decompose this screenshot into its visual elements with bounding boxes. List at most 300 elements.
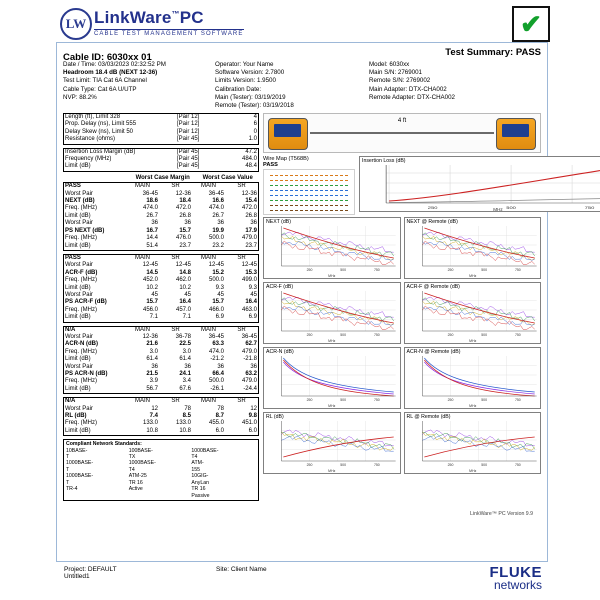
row-value: 18.4	[179, 198, 191, 205]
basic-measurements-table	[63, 113, 259, 145]
standard-item: 1000BASE-T	[66, 473, 94, 486]
chart-acr-f-remote	[404, 282, 542, 344]
svg-text:500: 500	[340, 397, 347, 403]
wiremap-title: Wire Map (T568B)	[263, 156, 309, 162]
row-value: 10.8	[179, 427, 191, 434]
svg-text:500: 500	[340, 332, 347, 338]
svg-text:750: 750	[373, 462, 380, 468]
row-label: Worst Pair	[65, 190, 93, 197]
svg-text:250: 250	[447, 397, 453, 403]
row-label: Limit (dB)	[65, 385, 91, 392]
table-row	[64, 163, 258, 170]
group-head-margin: Worst Case Margin	[135, 174, 190, 181]
insertion-loss-margin-table	[63, 148, 259, 172]
row-label: Prop. Delay (ns), Limit 555	[65, 121, 137, 128]
row-value: 12	[250, 405, 257, 412]
group-head-value: Worst Case Value	[202, 174, 253, 181]
networks-wordmark: networks	[493, 578, 542, 592]
row-value: 36	[184, 363, 191, 370]
meta-label: Main (Tester):	[215, 93, 253, 101]
table-row	[64, 356, 258, 363]
row-value: 8.5	[182, 413, 191, 420]
svg-text:MHz: MHz	[468, 403, 476, 408]
row-value: 36-45	[241, 333, 257, 340]
table-row	[64, 327, 258, 334]
table-row	[64, 228, 258, 235]
row-value: 456.0	[142, 306, 158, 313]
svg-text:750: 750	[514, 397, 521, 403]
row-value: 457.0	[175, 306, 191, 313]
meta-label: Date / Time:	[63, 61, 97, 68]
row-label: RL (dB)	[65, 413, 87, 420]
row-value: 15.2	[212, 269, 224, 276]
wiremap-and-insertion-loss	[263, 156, 595, 214]
brand-subtitle: CABLE TEST MANAGEMENT SOFTWARE	[94, 31, 244, 37]
row-value: 4	[253, 114, 257, 120]
row-value: 63.3	[212, 341, 224, 348]
row-value: 16.4	[245, 299, 257, 306]
svg-text:500: 500	[340, 462, 347, 468]
table-row	[64, 420, 258, 427]
standard-item: 1000BASE-T4	[191, 447, 219, 461]
fluke-logo	[490, 564, 543, 592]
svg-text:MHz: MHz	[328, 338, 336, 343]
standard-item: 1000BASE-T	[66, 460, 94, 473]
row-value: 7.4	[149, 413, 158, 420]
meta-label: Remote (Tester):	[215, 102, 262, 110]
meta-label: Operator:	[215, 61, 242, 68]
brand-main: LinkWare	[94, 8, 172, 27]
row-value: 48.4	[245, 163, 257, 170]
row-label: Freq. (MHz)	[65, 306, 97, 313]
row-value: 8.7	[215, 413, 224, 420]
col-head: SR	[237, 183, 246, 190]
row-value: 484.0	[241, 156, 257, 163]
row-value: 463.0	[241, 306, 257, 313]
report-header	[60, 6, 550, 42]
site-value: Client Name	[230, 566, 267, 573]
table-row	[64, 220, 258, 227]
row-value: -21.8	[243, 356, 257, 363]
main-tester-icon	[268, 118, 308, 150]
fluke-wordmark: FLUKE	[489, 564, 542, 581]
svg-text:MHz: MHz	[328, 468, 336, 473]
row-value: 472.0	[175, 205, 191, 212]
test-summary-value: PASS	[515, 47, 541, 58]
tester-diagram	[263, 113, 541, 153]
row-label: Worst Pair	[65, 220, 93, 227]
compliant-col-3	[191, 448, 254, 499]
table-row	[64, 428, 258, 435]
row-value: 14.4	[146, 235, 158, 242]
row-pair: [Pair 45]	[177, 156, 200, 163]
col-head: SR	[237, 326, 246, 333]
result-blocks	[63, 182, 259, 436]
meta-value: Your Name	[242, 61, 274, 68]
meta-col-3	[369, 61, 534, 102]
chart-plot	[264, 283, 400, 343]
row-label: NEXT (dB)	[65, 198, 95, 205]
svg-text:250: 250	[427, 205, 438, 211]
row-value: 10.2	[146, 284, 158, 291]
row-label: Limit (dB)	[65, 163, 91, 170]
meta-value: DTX-CHA002	[417, 93, 455, 101]
row-value: 62.7	[245, 341, 257, 348]
brand-tm: ™	[171, 9, 180, 19]
standard-item: TR 16 Active	[128, 479, 143, 493]
table-row	[64, 156, 258, 163]
row-value: 12-45	[241, 262, 257, 269]
row-value: 36	[217, 363, 224, 370]
standard-item: 1000BASE-T4	[128, 460, 156, 473]
standard-item: 10BASE-T	[66, 447, 88, 461]
row-label: Resistance (ohms)	[65, 136, 116, 143]
chart-next-remote	[404, 217, 542, 279]
row-value: 6.9	[215, 314, 224, 321]
meta-label: Main Adapter:	[369, 85, 408, 93]
row-value: 133.0	[175, 420, 191, 427]
table-row	[64, 270, 258, 277]
row-value: 26.8	[179, 212, 191, 219]
table-row	[64, 149, 258, 156]
row-value: 36	[151, 363, 158, 370]
row-value: 500.0	[208, 277, 224, 284]
row-value: 36	[250, 220, 257, 227]
row-value: 12-45	[208, 262, 224, 269]
col-head: SR	[171, 254, 180, 261]
row-value: 9.3	[215, 284, 224, 291]
tester-screen	[274, 124, 301, 137]
table-row	[64, 121, 258, 128]
row-pair: [Pair 45]	[177, 148, 200, 155]
row-pair: [Pair 12]	[177, 114, 200, 120]
row-value: 21.5	[146, 371, 158, 377]
test-summary-label: Test Summary:	[445, 47, 514, 58]
meta-value: 6030xx	[389, 61, 410, 68]
table-row	[64, 398, 258, 405]
meta-value: DTX-CHA002	[408, 85, 447, 93]
row-value: 19.9	[212, 227, 224, 234]
meta-col-2	[215, 61, 365, 110]
col-head: SR	[171, 326, 180, 333]
col-head: MAIN	[201, 398, 216, 405]
row-value: 12-45	[175, 262, 191, 269]
row-value: 10.2	[179, 284, 191, 291]
meta-label: Limits Version:	[215, 77, 256, 85]
row-value: 17.9	[245, 227, 257, 234]
table-row	[64, 341, 258, 348]
row-value: 6.9	[248, 314, 257, 321]
chart-grid	[263, 217, 541, 474]
row-label: Insertion Loss Margin (dB)	[65, 148, 136, 155]
standard-item: 100BASE-TX	[128, 447, 153, 461]
table-row	[64, 378, 258, 385]
row-value: 15.3	[245, 269, 257, 276]
row-value: 3.4	[182, 378, 191, 385]
row-value: 78	[184, 405, 191, 412]
meta-label: Remote S/N:	[369, 77, 405, 85]
row-label: Limit (dB)	[65, 356, 91, 363]
row-value: 7.1	[182, 314, 191, 321]
linkware-logo-icon	[60, 8, 92, 40]
table-row	[64, 114, 258, 121]
svg-text:250: 250	[447, 462, 453, 468]
standard-item: ATM-155	[191, 460, 204, 473]
row-value: 45	[250, 291, 257, 298]
site-info	[216, 566, 267, 573]
project-label: Project:	[64, 566, 87, 573]
row-value: 45	[217, 291, 224, 298]
remote-tester-icon	[496, 118, 536, 150]
row-label: Worst Pair	[65, 405, 93, 412]
row-label: Freq. (MHz)	[65, 277, 97, 284]
chart-rl-remote	[404, 412, 542, 474]
table-row	[64, 191, 258, 198]
meta-value: 2769002	[406, 77, 431, 85]
row-value: 61.4	[179, 356, 191, 363]
row-value: 15.7	[146, 299, 158, 306]
row-value: 499.0	[241, 277, 257, 284]
row-label: PS ACR-F (dB)	[65, 299, 107, 306]
svg-text:750: 750	[514, 462, 521, 468]
chart-next	[263, 217, 401, 279]
brand-suffix: PC	[179, 8, 204, 27]
row-value: 10.8	[146, 427, 158, 434]
table-row	[64, 307, 258, 314]
row-value: 16.4	[179, 299, 191, 306]
svg-text:250: 250	[306, 397, 313, 403]
row-value: 500.0	[208, 378, 224, 385]
row-value: 466.0	[208, 306, 224, 313]
link-cable	[310, 132, 494, 134]
project-info	[64, 566, 117, 580]
chart-plot	[264, 413, 400, 473]
row-value: -26.1	[210, 385, 224, 392]
col-head: MAIN	[201, 326, 216, 333]
svg-text:MHz: MHz	[468, 273, 476, 278]
brand-block	[94, 8, 244, 37]
chart-plot	[405, 348, 541, 408]
cable-id-value: 6030xx 01	[106, 52, 152, 63]
row-value: 14.5	[146, 269, 158, 276]
row-value: 24.1	[179, 371, 191, 377]
row-value: 6.0	[248, 427, 257, 434]
block-status: PASS	[65, 183, 81, 190]
row-value: 36	[250, 363, 257, 370]
row-value: 78	[217, 405, 224, 412]
row-value: 67.6	[179, 385, 191, 392]
svg-text:500: 500	[480, 462, 487, 468]
chart-acr-f	[263, 282, 401, 344]
row-value: 462.0	[175, 277, 191, 284]
row-value: 36-45	[208, 190, 224, 197]
col-head: SR	[171, 398, 180, 405]
svg-text:750: 750	[373, 397, 380, 403]
chart-title: ACR-N (dB)	[266, 349, 294, 355]
result-block	[63, 254, 259, 323]
row-value: 6.0	[215, 427, 224, 434]
row-value: 66.4	[212, 371, 224, 377]
meta-label: Software Version:	[215, 69, 264, 77]
row-value: 36	[217, 220, 224, 227]
measurements-column	[63, 113, 259, 501]
row-value: 61.4	[146, 356, 158, 363]
meta-label: Headroom	[63, 69, 94, 77]
row-value: 63.2	[245, 371, 257, 377]
report-inner	[63, 47, 595, 557]
meta-value: TIA Cat 6A Channel	[92, 77, 147, 85]
chart-plot	[264, 348, 400, 408]
meta-value: 03/03/2023 02:32:52 PM	[98, 61, 166, 68]
table-row	[64, 413, 258, 420]
svg-text:750: 750	[373, 332, 380, 338]
row-label: Limit (dB)	[65, 427, 91, 434]
meta-label: Calibration Date:	[215, 85, 262, 93]
chart-plot	[360, 157, 600, 213]
table-row	[64, 129, 258, 136]
row-value: 16.6	[212, 198, 224, 205]
chart-insertion-loss	[359, 156, 600, 212]
row-value: 12-45	[142, 262, 158, 269]
row-value: 500.0	[208, 235, 224, 242]
row-label: PS NEXT (dB)	[65, 227, 105, 234]
chart-title: ACR-F (dB)	[266, 284, 294, 290]
row-label: Delay Skew (ns), Limit 50	[65, 128, 134, 135]
row-value: 3.0	[182, 348, 191, 355]
row-value: 12-36	[142, 333, 158, 340]
row-label: ACR-F (dB)	[65, 269, 98, 276]
row-label: Limit (dB)	[65, 314, 91, 321]
row-value: 16.7	[146, 227, 158, 234]
cable-id-label: Cable ID:	[63, 52, 105, 63]
row-value: -24.4	[243, 385, 257, 392]
row-value: 455.0	[208, 420, 224, 427]
svg-text:750: 750	[584, 205, 595, 211]
table-row	[64, 285, 258, 292]
row-value: 18.6	[146, 198, 158, 205]
chart-xlabel: MHz	[493, 207, 503, 212]
svg-text:MHz: MHz	[328, 403, 336, 408]
result-block	[63, 397, 259, 436]
row-label: Worst Pair	[65, 333, 93, 340]
col-head: MAIN	[135, 183, 150, 190]
row-value: 479.0	[241, 378, 257, 385]
col-head: MAIN	[201, 254, 216, 261]
table-row	[64, 213, 258, 220]
tester-screen	[502, 124, 529, 137]
table-row	[64, 277, 258, 284]
row-value: 15.4	[245, 198, 257, 205]
chart-plot	[405, 283, 541, 343]
row-pair: [Pair 12]	[177, 128, 200, 135]
row-label: Worst Pair	[65, 291, 93, 298]
row-value: 1.0	[248, 136, 257, 143]
row-pair: [Pair 12]	[177, 121, 200, 128]
meta-label: Main S/N:	[369, 69, 397, 77]
meta-value: 03/19/2018	[262, 102, 294, 110]
row-label: Limit (dB)	[65, 242, 91, 249]
table-row	[64, 243, 258, 250]
worst-case-header	[63, 175, 259, 182]
chart-plot	[405, 413, 541, 473]
row-value: 26.7	[212, 212, 224, 219]
row-label: Freq. (MHz)	[65, 235, 97, 242]
row-value: 47.2	[245, 148, 257, 155]
table-row	[64, 262, 258, 269]
standard-item: ATM-25	[128, 473, 147, 480]
standard-item: 10GIG-AnyLan	[191, 473, 209, 486]
meta-value: 88.2%	[79, 93, 97, 101]
row-label: PS ACR-N (dB)	[65, 371, 108, 377]
svg-text:MHz: MHz	[328, 273, 336, 278]
block-status: N/A	[65, 398, 76, 405]
meta-label: Test Limit:	[63, 77, 91, 85]
svg-text:750: 750	[514, 267, 521, 273]
table-row	[64, 364, 258, 371]
row-value: 479.0	[241, 235, 257, 242]
row-label: Worst Pair	[65, 262, 93, 269]
pass-check-box	[512, 6, 550, 42]
row-value: 15.7	[212, 299, 224, 306]
standard-item: TR-4	[66, 486, 78, 493]
row-value: 36	[184, 220, 191, 227]
graphs-column	[263, 113, 595, 474]
check-icon: ✔	[520, 9, 542, 39]
report-frame	[56, 42, 595, 562]
col-head: SR	[237, 398, 246, 405]
row-label: ACR-N (dB)	[65, 341, 98, 348]
row-label: Freq. (MHz)	[65, 348, 97, 355]
meta-label: NVP:	[63, 93, 78, 101]
report-meta	[63, 61, 541, 110]
wiremap-diagram	[263, 169, 355, 215]
site-label: Site:	[216, 566, 230, 573]
row-value: 45	[184, 291, 191, 298]
table-row	[64, 314, 258, 321]
row-value: 7.1	[149, 314, 158, 321]
meta-label: Model:	[369, 61, 388, 68]
row-value: 451.0	[241, 420, 257, 427]
table-row	[63, 175, 259, 182]
col-head: SR	[171, 183, 180, 190]
chart-acr-n	[263, 347, 401, 409]
row-label: Freq. (MHz)	[65, 205, 97, 212]
row-value: 0	[253, 128, 257, 135]
table-row	[64, 371, 258, 378]
table-row	[64, 235, 258, 242]
row-value: 51.4	[146, 242, 158, 249]
row-value: 23.7	[245, 242, 257, 249]
meta-value: 18.4 dB (NEXT 12-36)	[95, 69, 158, 77]
row-label: Limit (dB)	[65, 284, 91, 291]
meta-value: Cat 6A U/UTP	[97, 85, 137, 93]
chart-title: NEXT (dB)	[266, 219, 291, 225]
row-value: 12-36	[175, 190, 191, 197]
logo-initials: LW	[65, 16, 87, 31]
chart-title: Insertion Loss (dB)	[362, 158, 406, 164]
row-value: 56.7	[146, 385, 158, 392]
svg-text:500: 500	[506, 205, 516, 211]
row-value: 133.0	[142, 420, 158, 427]
row-value: 9.8	[248, 413, 257, 420]
row-value: 474.0	[208, 205, 224, 212]
wiremap-panel	[263, 156, 355, 212]
row-value: 479.0	[241, 348, 257, 355]
svg-text:500: 500	[340, 267, 347, 273]
row-label: Limit (dB)	[65, 212, 91, 219]
svg-text:500: 500	[480, 267, 487, 273]
row-value: 3.9	[149, 378, 158, 385]
